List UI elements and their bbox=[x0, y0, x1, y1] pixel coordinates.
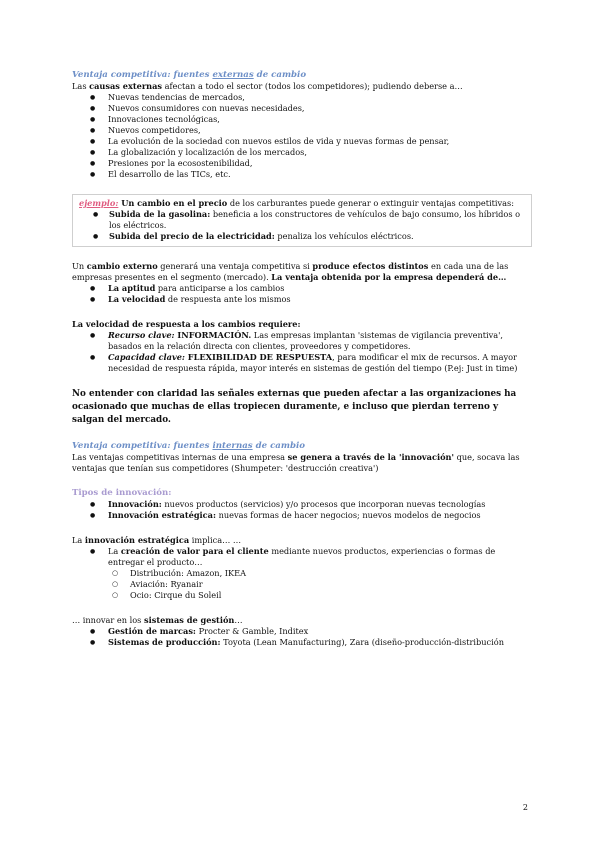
list-item: ● La velocidad de respuesta ante los mismos bbox=[72, 294, 532, 305]
list-item: ● Sistemas de producción: Toyota (Lean Manufacturing), Zara (diseño-producción-distribución bbox=[72, 637, 532, 648]
warning-paragraph: No entender con claridad las señales externas que pueden afectar a las organizaciones ha ocasionado que muchas de ellas tropiecen duramente, e incluso que pierdan terreno y salgan del mercado. bbox=[72, 389, 517, 425]
document-page bbox=[72, 70, 532, 648]
list-item: ● La evolución de la sociedad con nuevos estilos de vida y nuevas formas de pensar, bbox=[72, 136, 532, 147]
list-item: ● El desarrollo de las TICs, etc. bbox=[72, 169, 532, 180]
example-intro: ejemplo: Un cambio en el precio de los carburantes puede generar o extinguir ventajas competitivas: bbox=[79, 198, 514, 208]
example-box bbox=[72, 194, 532, 247]
list-item: ● La aptitud para anticiparse a los cambios bbox=[72, 283, 532, 294]
list-item: ● Innovaciones tecnológicas, bbox=[72, 114, 532, 125]
sub-list-item: ○ Ocio: Cirque du Soleil bbox=[72, 590, 532, 601]
list-item: ● Nuevos competidores, bbox=[72, 125, 532, 136]
response-speed-heading: La velocidad de respuesta a los cambios requiere: bbox=[72, 319, 301, 329]
external-causes-list bbox=[72, 92, 532, 180]
list-item: ● Presiones por la ecosostenibilidad, bbox=[72, 158, 532, 169]
internal-paragraph: Las ventajas competitivas internas de una empresa se genera a través de la 'innovación' que, socava las ventajas que tenían sus competidores (Shumpeter: 'destrucción creativa') bbox=[72, 452, 520, 473]
list-item: ● Innovación: nuevos productos (servicios) y/o procesos que incorporan nuevas tecnologías bbox=[72, 499, 532, 510]
innovation-types-heading: Tipos de innovación: bbox=[72, 488, 172, 498]
sub-list-item: ○ Distribución: Amazon, IKEA bbox=[72, 568, 532, 579]
list-item: ● Nuevas tendencias de mercados, bbox=[72, 92, 532, 103]
list-item: ● Gestión de marcas: Procter & Gamble, Inditex bbox=[72, 626, 532, 637]
management-paragraph: … innovar en los sistemas de gestión… bbox=[72, 615, 243, 625]
list-item: ● Subida de la gasolina: beneficia a los constructores de vehículos de bajo consumo, los híbridos o los eléctricos. bbox=[79, 209, 525, 231]
strategic-innovation-paragraph: La innovación estratégica implica… … bbox=[72, 535, 242, 545]
list-item: ● Innovación estratégica: nuevas formas de hacer negocios; nuevos modelos de negocios bbox=[72, 510, 532, 521]
list-item: ● Capacidad clave: FLEXIBILIDAD DE RESPUESTA, para modificar el mix de recursos. A mayor necesidad de respuesta rápida, mayor interés en sistemas de gestión del tiempo (P.ej: Just in time) bbox=[72, 352, 532, 374]
page-number: 2 bbox=[522, 803, 528, 812]
list-item: ● La creación de valor para el cliente mediante nuevos productos, experiencias o formas de entregar el producto… bbox=[72, 546, 532, 568]
section-heading-external: Ventaja competitiva: fuentes externas de cambio bbox=[72, 70, 307, 80]
list-item: ● Subida del precio de la electricidad: penaliza los vehículos eléctricos. bbox=[79, 231, 525, 242]
list-item: ● Nuevos consumidores con nuevas necesidades, bbox=[72, 103, 532, 114]
list-item: ● Recurso clave: INFORMACIÓN. Las empresas implantan 'sistemas de vigilancia preventiva', basados en la relación directa con clientes, proveedores y competidores. bbox=[72, 330, 532, 352]
section-heading-internal: Ventaja competitiva: fuentes internas de cambio bbox=[72, 441, 305, 451]
intro-paragraph: Las causas externas afectan a todo el sector (todos los competidores); pudiendo deberse a… bbox=[72, 81, 463, 91]
external-change-paragraph: Un cambio externo generará una ventaja competitiva si produce efectos distintos en cada una de las empresas presentes en el segmento (mercado). La ventaja obtenida por la empresa dependerá de… bbox=[72, 261, 509, 282]
sub-list-item: ○ Aviación: Ryanair bbox=[72, 579, 532, 590]
list-item: ● La globalización y localización de los mercados, bbox=[72, 147, 532, 158]
